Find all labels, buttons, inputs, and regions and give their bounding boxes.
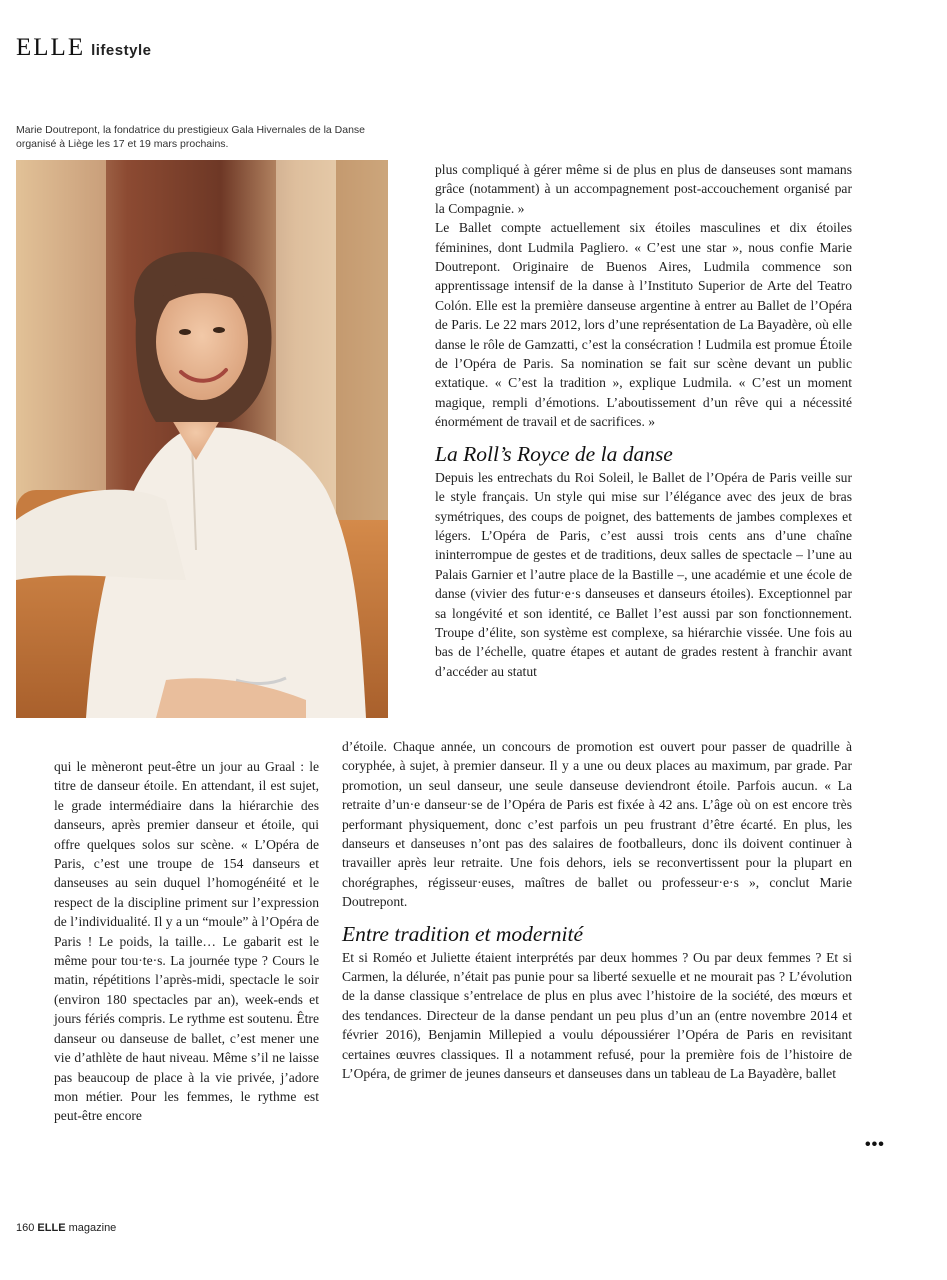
footer-brand: ELLE xyxy=(37,1222,66,1234)
paragraph: Le Ballet compte actuellement six étoiles masculines et dix étoiles féminines, dont Ludmila Pagliero. « C’est une star », nous confie Marie Doutrepont. Originaire de Buenos Aires, Ludmila commence son apprentissage intensif de la danse à l’Instituto Superior de Arte del Teatro Colón. Elle est la première danseuse argentine à entrer au Ballet de l’Opéra de Paris. Le 22 mars 2012, lors d’une représentation de La Bayadère, où elle danse le rôle de Gamzatti, c’est la consécration ! Ludmila est promue Étoile de l’Opéra de Paris. Sa nomination se fait sur scène devant un public extatique. « C’est la tradition », explique Ludmila. « C’est un moment magique, rempli d’émotions. L’aboutissement d’un rêve qui a nécessité énormément de travail et de sacrifices. » xyxy=(435,220,852,430)
article-column-right-bottom xyxy=(342,737,852,1084)
portrait-photo-icon xyxy=(16,160,388,718)
photo-caption: Marie Doutrepont, la fondatrice du prestigieux Gala Hivernales de la Danse organisé à Liège les 17 et 19 mars prochains. xyxy=(16,124,366,150)
page-number: 160 xyxy=(16,1222,35,1234)
paragraph: d’étoile. Chaque année, un concours de promotion est ouvert pour passer de quadrille à coryphée, à sujet, à premier danseur. Il y a une ou deux places au maximum, par grade. Par promotion, un seul danseur, une seule danseuse deviendront étoile. Parfois aucun. « La retraite d’un·e danseur·se de l’Opéra de Paris est fixée à 42 ans. L’âge où on est encore très performant physiquement, donc c’est parfois un peu frustrant d’être écarté. En plus, les danseurs et danseuses n’ont pas des salaires de footballeurs, donc ils doivent continuer à travailler après leur retraite. Une fois dehors, iels se reconvertissent pour la plupart en chorégraphes, régisseur·euses, maîtres de ballet ou professeur·e·s », conclut Marie Doutrepont. xyxy=(342,739,852,910)
continue-marker: ••• xyxy=(865,1136,885,1153)
paragraph: Depuis les entrechats du Roi Soleil, le Ballet de l’Opéra de Paris veille sur le style français. Un style qui mise sur l’élégance avec des jeux de bras symétriques, des coups de poignet, des battements de jambes complexes et légers. L’Opéra de Paris, c’est aussi trois cents ans d’une chaîne ininterrompue de gestes et de traditions, deux salles de spectacle – l’une au Palais Garnier et l’autre place de la Bastille –, une académie et une école de danse (vivier des futur·e·s danseuses et danseurs étoiles). Exceptionnel par sa longévité et son identité, ce Ballet l’est aussi par son fonctionnement. Troupe d’élite, son système est complexe, sa hiérarchie vissée. Une fois au bas de l’échelle, quatre étapes et autant de grades restent à franchir avant d’accéder au statut xyxy=(435,469,852,679)
footer-suffix: magazine xyxy=(68,1222,117,1234)
article-column-right-top xyxy=(435,160,852,681)
paragraph: plus compliqué à gérer même si de plus en plus de danseuses sont mamans grâce (notamment) à un accompagnement post-accouchement organisé par la Compagnie. » xyxy=(435,162,852,216)
paragraph: qui le mèneront peut-être un jour au Graal : le titre de danseur étoile. En attendant, il est sujet, le grade intermédiaire dans la hiérarchie des danseurs, après premier danseur et étoile, qui offre quelques solos sur scène. « L’Opéra de Paris, c’est une troupe de 154 danseurs et danseuses au sein duquel l’homogénéité et le respect de la discipline priment sur l’expression de l’individualité. Il y a un “moule” à l’Opéra de Paris ! Le poids, la taille… Le gabarit est le même pour tou·te·s. La journée type ? Cours le matin, répétitions l’après-midi, spectacle le soir (environ 180 spectacles par an), week-ends et jours fériés compris. Le rythme est soutenu. Être danseur ou danseuse de ballet, c’est mener une vie d’athlète de haut niveau. Même s’il ne laisse pas beaucoup de place à la vie privée, j’adore mon métier. Pour les femmes, le rythme est peut-être encore xyxy=(54,759,319,1124)
page-footer xyxy=(16,1222,116,1234)
magazine-header xyxy=(16,34,151,62)
paragraph: Et si Roméo et Juliette étaient interprétés par deux hommes ? Ou par deux femmes ? Et si Carmen, la délurée, n’était pas punie pour sa liberté sexuelle et ne mourait pas ? L’évolution de la danse classique s’entrelace de plus en plus avec l’histoire de la société, des mœurs et des tendances. Directeur de la danse pendant un peu plus d’un an (entre novembre 2014 et février 2016), Benjamin Millepied a voulu dépoussiérer l’Opéra de Paris en revisitant certaines œuvres classiques. Il a notamment refusé, pour la première fois de l’histoire de L’Opéra, de grimer de jeunes danseurs et danseuses dans un tableau de La Bayadère, ballet xyxy=(342,949,852,1082)
elle-logo: ELLE xyxy=(16,34,86,61)
section-heading: La Roll’s Royce de la danse xyxy=(435,441,673,466)
article-column-left xyxy=(54,757,319,1126)
section-heading: Entre tradition et modernité xyxy=(342,921,584,946)
section-label: lifestyle xyxy=(91,42,152,59)
